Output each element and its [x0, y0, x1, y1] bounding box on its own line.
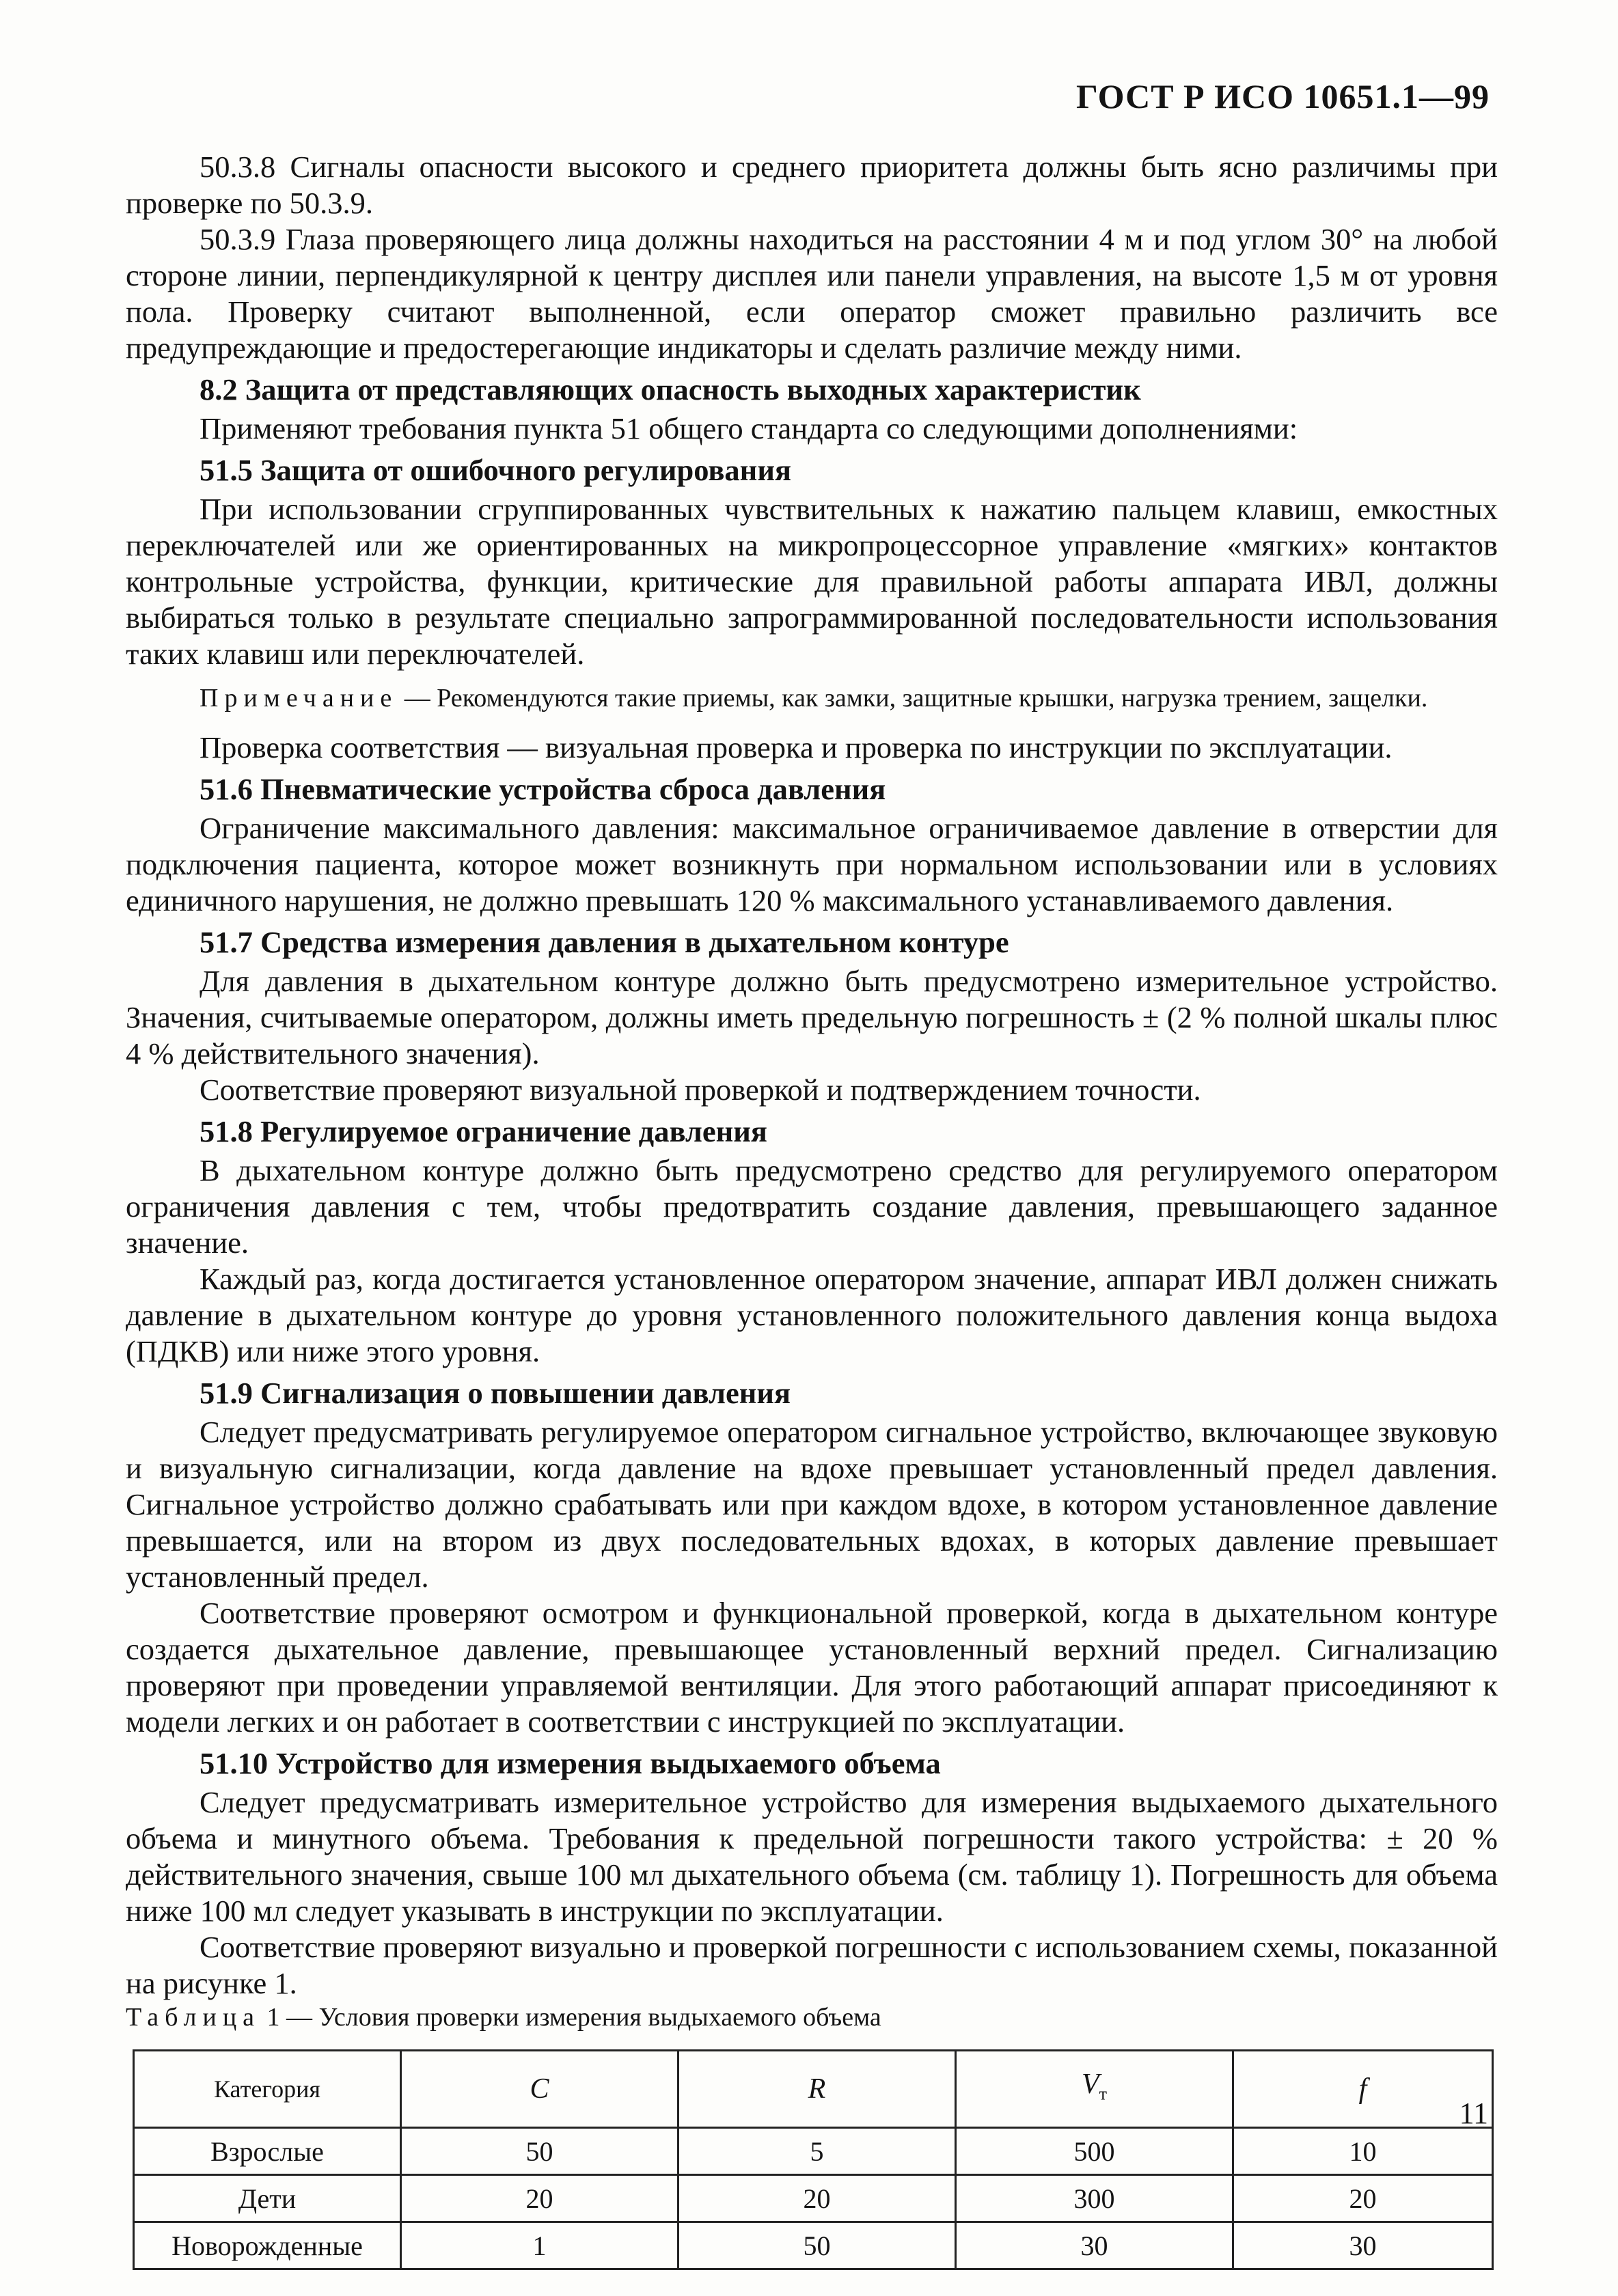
table-caption [126, 2002, 1498, 2033]
page-content [126, 149, 1498, 2270]
page-number: 11 [1459, 2097, 1488, 2130]
paragraph-51-9-check: Соответствие проверяют осмотром и функциональной проверкой, когда в дыхательном контуре создается дыхательное давление, превышающее установленный верхний предел. Сигнализацию проверяют при проведении управляемой вентиляции. Для этого работающий аппарат присоединяют к модели легких и он работает в соответствии с инструкцией по эксплуатации. [126, 1596, 1498, 1739]
table-header-row [134, 2051, 1493, 2128]
heading-51-10: 51.10 Устройство для измерения выдыхаемого объема [200, 1746, 941, 1780]
paragraph-51-5-check: Проверка соответствия — визуальная проверка и проверка по инструкции по эксплуатации. [200, 730, 1393, 764]
table-caption-label: Таблица [126, 2003, 261, 2032]
header-f: f [1233, 2051, 1493, 2128]
cell-vt: 500 [956, 2128, 1233, 2175]
volume-test-table [133, 2049, 1494, 2270]
heading-51-9: 51.9 Сигнализация о повышении давления [200, 1376, 791, 1410]
cell-f: 30 [1233, 2222, 1493, 2269]
paragraph-51-10-check: Соответствие проверяют визуально и проверкой погрешности с использованием схемы, показанной на рисунке 1. [126, 1930, 1498, 2000]
paragraph-51-6: Ограничение максимального давления: максимальное ограничиваемое давление в отверстии для подключения пациента, которое может возникнуть при нормальном использовании или в условиях единичного нарушения, не должно превышать 120 % максимального устанавливаемого давления. [126, 811, 1498, 917]
header-category: Категория [134, 2051, 401, 2128]
cell-vt: 300 [956, 2175, 1233, 2222]
cell-f: 10 [1233, 2128, 1493, 2175]
cell-f: 20 [1233, 2175, 1493, 2222]
paragraph-51-8-b: Каждый раз, когда достигается установленное оператором значение, аппарат ИВЛ должен снижать давление в дыхательном контуре до уровня установленного положительного давления конца выдоха (ПДКВ) или ниже этого уровня. [126, 1262, 1498, 1368]
heading-51-6: 51.6 Пневматические устройства сброса давления [200, 772, 886, 806]
paragraph-50-3-9: 50.3.9 Глаза проверяющего лица должны находиться на расстоянии 4 м и под углом 30° на любой стороне линии, перпендикулярной к центру дисплея или панели управления, на высоте 1,5 м от уровня пола. Проверку считают выполненной, если оператор сможет правильно различить все предупреждающие и предостерегающие индикаторы и сделать различие между ними. [126, 222, 1498, 365]
standard-header: ГОСТ Р ИСО 10651.1—99 [1076, 77, 1490, 115]
cell-category: Взрослые [134, 2128, 401, 2175]
heading-51-5: 51.5 Защита от ошибочного регулирования [200, 453, 792, 487]
cell-r: 50 [678, 2222, 956, 2269]
paragraph-51-7-check: Соответствие проверяют визуальной проверкой и подтверждением точности. [200, 1073, 1201, 1107]
heading-51-7: 51.7 Средства измерения давления в дыхательном контуре [200, 925, 1009, 959]
cell-category: Новорожденные [134, 2222, 401, 2269]
note [126, 682, 1498, 715]
table-caption-text: 1 — Условия проверки измерения выдыхаемого объема [260, 2003, 881, 2032]
cell-c: 50 [401, 2128, 678, 2175]
paragraph-51-8: В дыхательном контуре должно быть предусмотрено средство для регулируемого оператором ограничения давления с тем, чтобы предотвратить создание давления, превышающего заданное значение. [126, 1153, 1498, 1260]
heading-8-2: 8.2 Защита от представляющих опасность выходных характеристик [200, 372, 1141, 406]
paragraph-51-5: При использовании сгруппированных чувствительных к нажатию пальцем клавиш, емкостных переключателей или же ориентированных на микропроцессорное управление «мягких» контактов контрольные устройства, функции, критические для правильной работы аппарата ИВЛ, должны выбираться только в результате специально запрограммированной последовательности использования таких клавиш или переключателей. [126, 492, 1498, 671]
cell-category: Дети [134, 2175, 401, 2222]
cell-c: 20 [401, 2175, 678, 2222]
paragraph-51-7: Для давления в дыхательном контуре должно быть предусмотрено измерительное устройство. Значения, считываемые оператором, должны иметь предельную погрешность ± (2 % полной шкалы плюс 4 % действительного значения). [126, 964, 1498, 1070]
table-row [134, 2222, 1493, 2269]
header-c: C [401, 2051, 678, 2128]
paragraph-8-2: Применяют требования пункта 51 общего стандарта со следующими дополнениями: [200, 411, 1298, 445]
cell-r: 5 [678, 2128, 956, 2175]
note-text: — Рекомендуются такие приемы, как замки, защитные крышки, нагрузка трением, защелки. [398, 684, 1428, 713]
table-row [134, 2175, 1493, 2222]
paragraph-51-9: Следует предусматривать регулируемое оператором сигнальное устройство, включающее звуковую и визуальную сигнализации, когда давление на вдохе превышает установленный предел давления. Сигнальное устройство должно срабатывать или при каждом вдохе, в котором установленное давление превышается, или на втором из двух последовательных вдохах, в которых давление превышает установленный предел. [126, 1415, 1498, 1594]
paragraph-50-3-8: 50.3.8 Сигналы опасности высокого и среднего приоритета должны быть ясно различимы при проверке по 50.3.9. [126, 150, 1498, 220]
paragraph-51-10: Следует предусматривать измерительное устройство для измерения выдыхаемого дыхательного объема и минутного объема. Требования к предельной погрешности такого устройства: ± 20 % действительного значения, свыше 100 мл дыхательного объема (см. таблицу 1). Погрешность для объема ниже 100 мл следует указывать в инструкции по эксплуатации. [126, 1785, 1498, 1928]
heading-51-8: 51.8 Регулируемое ограничение давления [200, 1114, 767, 1148]
note-label: Примечание [200, 684, 398, 713]
cell-r: 20 [678, 2175, 956, 2222]
cell-vt: 30 [956, 2222, 1233, 2269]
cell-c: 1 [401, 2222, 678, 2269]
header-vt-letter: V [1081, 2068, 1099, 2100]
header-vt [956, 2051, 1233, 2128]
header-r: R [678, 2051, 956, 2128]
table-row [134, 2128, 1493, 2175]
header-vt-subscript: т [1099, 2084, 1108, 2104]
